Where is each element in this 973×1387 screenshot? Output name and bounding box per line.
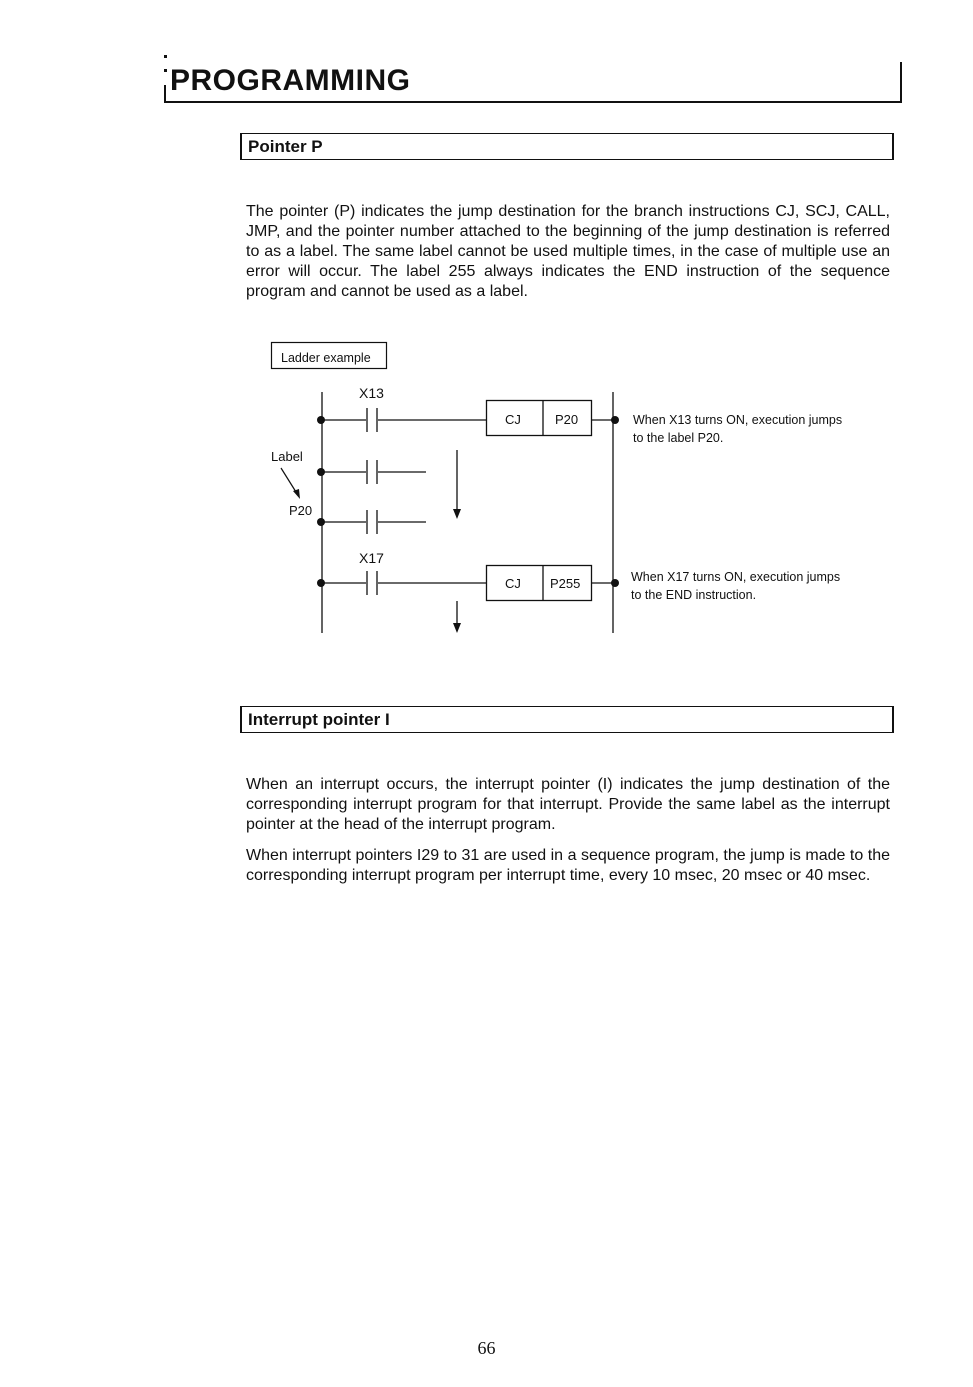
section-heading-label: Interrupt pointer I: [248, 710, 390, 729]
label-arrow-head: [293, 489, 300, 499]
interrupt-description-2: When interrupt pointers I29 to 31 are used in a sequence program, the jump is made to the corresponding interrupt program per interrupt time, every 10 msec, 20 msec or 40 msec.: [246, 847, 890, 884]
contact-x13-label: X13: [359, 385, 384, 401]
interrupt-description-1: When an interrupt occurs, the interrupt pointer (I) indicates the jump destination of the corresponding interrupt program for that interrupt. Provide the same label as the interrupt pointer at the head of the interrupt program.: [246, 776, 890, 833]
section-heading-label: Pointer P: [248, 137, 323, 156]
rung2-instruction: CJ: [505, 576, 521, 591]
label-annotation: Label: [271, 449, 303, 464]
rung1-instruction: CJ: [505, 412, 521, 427]
note2-line1: When X17 turns ON, execution jumps: [631, 570, 841, 584]
note1-line2: to the label P20.: [633, 431, 724, 445]
jump-arrow-1-head: [453, 509, 461, 519]
rung2-operand: P255: [550, 576, 581, 591]
page-title: PROGRAMMING: [170, 64, 411, 97]
rung1-operand: P20: [555, 412, 579, 427]
page-number: 66: [477, 1338, 496, 1358]
jump-arrow-2-head: [453, 623, 461, 633]
contact-x17-label: X17: [359, 550, 384, 566]
rung1-right-node: [611, 416, 619, 424]
section-heading-interrupt-pointer: [240, 706, 894, 733]
label-pointer: P20: [289, 503, 313, 518]
label-arrow-line: [281, 468, 296, 492]
note1-line1: When X13 turns ON, execution jumps: [633, 413, 843, 427]
pointer-p-description: The pointer (P) indicates the jump destination for the branch instructions CJ, SCJ, CALL, JMP, and the pointer number attached to the beginning of the jump destination is referred to as a label. The same label cannot be used multiple times, in the case of multiple use an error will occur. The label 255 always indicates the END instruction of the sequence program and cannot be used as a label.: [246, 203, 890, 300]
ladder-example-label: Ladder example: [281, 351, 371, 365]
note2-line2: to the END instruction.: [631, 588, 757, 602]
